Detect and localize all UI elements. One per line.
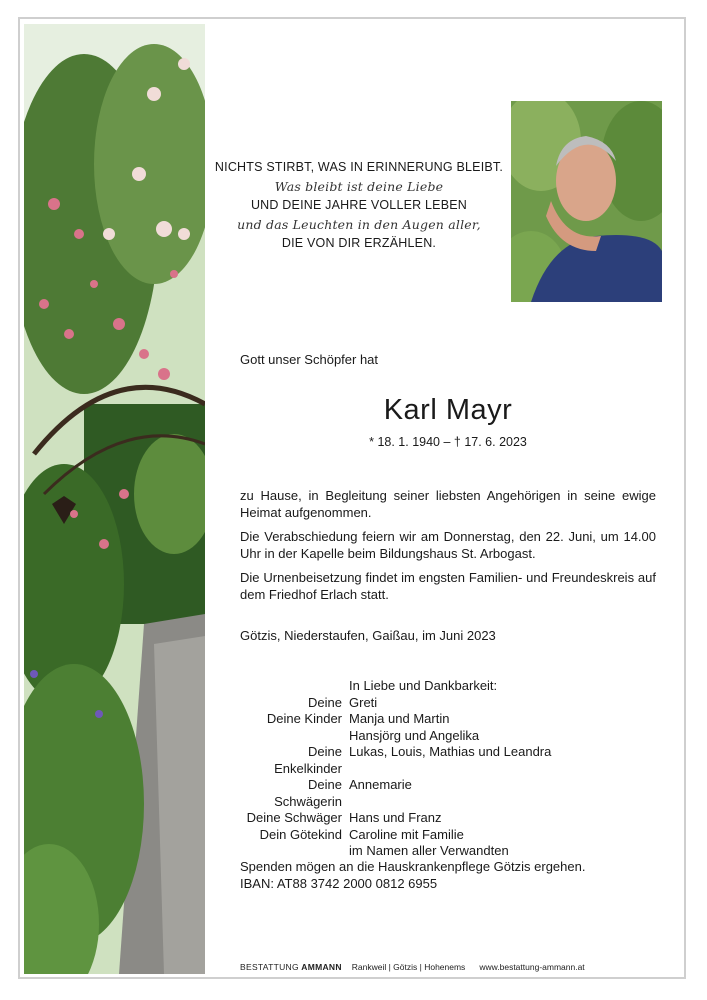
- lead-text: Gott unser Schöpfer hat: [240, 352, 379, 367]
- quote-line-5: DIE VON DIR ERZÄHLEN.: [281, 236, 437, 250]
- announcement-body: [240, 487, 656, 610]
- life-dates: * 18. 1. 1940 – † 17. 6. 2023: [369, 435, 527, 449]
- mourner-names: Hansjörg und Angelika: [349, 727, 480, 743]
- mourner-row: [240, 827, 656, 844]
- mourner-names: Lukas, Louis, Mathias und Leandra: [349, 744, 552, 759]
- body-paragraph: Die Urnenbeisetzung findet im engsten Familien- und Freundeskreis auf dem Friedhof Erlach statt.: [240, 570, 656, 602]
- quote-line-4: und das Leuchten in den Augen aller,: [237, 217, 481, 232]
- body-paragraph: zu Hause, in Begleitung seiner liebsten Angehörigen in seine ewige Heimat aufgenommen.: [240, 488, 656, 520]
- brand-name: AMMANN: [301, 962, 342, 972]
- relation-label: Deine: [308, 694, 342, 710]
- quote-line-2: Was bleibt ist deine Liebe: [274, 179, 444, 194]
- mourner-names: Manja und Martin: [349, 711, 450, 726]
- mourner-row: [240, 810, 656, 827]
- memorial-quote: [214, 158, 504, 253]
- mourner-row: [240, 678, 656, 695]
- relation-label: Deine Schwäger: [246, 810, 342, 825]
- mourner-row: [240, 728, 656, 745]
- mourner-row: [240, 744, 656, 777]
- body-paragraph: Die Verabschiedung feiern wir am Donnerstag, den 22. Juni, um 14.00 Uhr in der Kapelle beim Bildungshaus St. Arbogast.: [240, 529, 656, 561]
- portrait-photo: [511, 101, 662, 302]
- donation-text: Spenden mögen an die Hauskrankenpflege Götzis ergehen.: [240, 859, 586, 874]
- funeral-home-brand: [240, 962, 342, 972]
- funeral-home-locations: Rankweil | Götzis | Hohenems: [351, 962, 466, 972]
- mourner-row: [240, 777, 656, 810]
- mourner-names: im Namen aller Verwandten: [349, 843, 509, 858]
- garden-photo: [24, 24, 205, 974]
- funeral-home-website[interactable]: www.bestattung-ammann.at: [479, 962, 585, 972]
- mourner-names: In Liebe und Dankbarkeit:: [349, 678, 498, 693]
- place-date: Götzis, Niederstaufen, Gaißau, im Juni 2023: [240, 628, 496, 643]
- relation-label: Deine Kinder: [266, 711, 342, 726]
- mourner-names: Hans und Franz: [349, 810, 442, 825]
- brand-prefix: BESTATTUNG: [240, 962, 299, 972]
- mourner-row: [240, 711, 656, 728]
- relation-label: Deine Schwägerin: [274, 777, 342, 809]
- mourner-names: Caroline mit Familie: [349, 826, 464, 842]
- deceased-name: Karl Mayr: [383, 394, 513, 426]
- mourner-row: [240, 695, 656, 712]
- funeral-home-footer: [240, 962, 660, 972]
- relation-label: [240, 678, 349, 695]
- quote-line-1: NICHTS STIRBT, WAS IN ERINNERUNG BLEIBT.: [214, 160, 504, 174]
- quote-line-3: UND DEINE JAHRE VOLLER LEBEN: [250, 198, 468, 212]
- mourner-names: Annemarie: [349, 777, 412, 792]
- donation-note: [240, 858, 585, 892]
- mourner-names: Greti: [349, 694, 378, 710]
- portrait-illustration: [511, 101, 662, 302]
- mourners-list: [240, 678, 656, 860]
- garden-illustration: [24, 24, 205, 974]
- relation-label: Deine Enkelkinder: [274, 744, 342, 776]
- iban-text: IBAN: AT88 3742 2000 0812 6955: [240, 876, 438, 891]
- relation-label: [240, 728, 349, 745]
- relation-label: Dein Götekind: [259, 826, 342, 842]
